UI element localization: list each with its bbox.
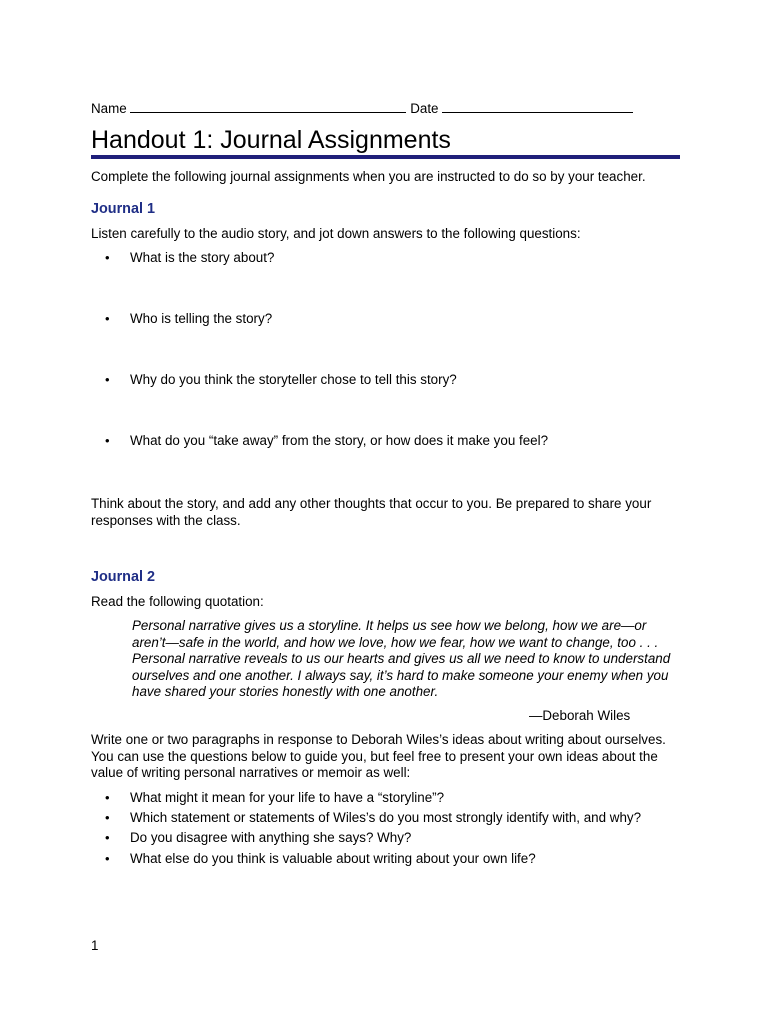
question-text: What is the story about?: [130, 250, 275, 265]
page-title: Handout 1: Journal Assignments: [91, 126, 451, 154]
bullet-icon: •: [105, 790, 110, 805]
question-text: What do you “take away” from the story, or how does it make you feel?: [130, 433, 549, 448]
journal-2-prompt: Write one or two paragraphs in response to Deborah Wiles’s ideas about writing about ourselves. You can use the questions below to guide you, but feel free to present your own ideas about the value of writing personal narratives or memoir as well:: [91, 732, 666, 780]
quotation-block: Personal narrative gives us a storyline. It helps us see how we belong, how we are—or aren’t—safe in the world, and how we love, how we fear, how we want to change, too . . . Personal narrative reveals to us our hearts and gives us all we need to know to understand ourselves and one another. I always say, it’s hard to make someone your enemy when you have shared your stories honestly with one another.: [132, 618, 671, 699]
bullet-icon: •: [105, 830, 110, 845]
journal-1-instructions: Listen carefully to the audio story, and jot down answers to the following questions:: [91, 226, 581, 241]
journal-1-heading: Journal 1: [91, 201, 155, 217]
page-number: 1: [91, 938, 99, 953]
title-underline-rule: [91, 155, 680, 159]
question-text: Who is telling the story?: [130, 311, 273, 326]
name-label: Name: [91, 101, 127, 116]
name-date-line: [91, 100, 633, 116]
name-blank: [130, 100, 406, 113]
journal-2-instructions: Read the following quotation:: [91, 594, 264, 609]
intro-text: Complete the following journal assignments when you are instructed to do so by your teacher.: [91, 169, 646, 184]
question-text: What else do you think is valuable about writing about your own life?: [130, 851, 536, 866]
question-text: Do you disagree with anything she says? Why?: [130, 830, 412, 845]
journal-1-closing: Think about the story, and add any other thoughts that occur to you. Be prepared to share your responses with the class.: [91, 496, 652, 528]
bullet-icon: •: [105, 250, 110, 265]
bullet-icon: •: [105, 311, 110, 326]
date-label: Date: [410, 101, 439, 116]
question-text: Which statement or statements of Wiles’s do you most strongly identify with, and why?: [130, 810, 642, 825]
quotation-attribution: —Deborah Wiles: [529, 708, 631, 723]
bullet-icon: •: [105, 810, 110, 825]
date-blank: [442, 100, 633, 113]
bullet-icon: •: [105, 433, 110, 448]
question-text: What might it mean for your life to have a “storyline”?: [130, 790, 445, 805]
bullet-icon: •: [105, 372, 110, 387]
question-text: Why do you think the storyteller chose to tell this story?: [130, 372, 457, 387]
bullet-icon: •: [105, 851, 110, 866]
journal-2-heading: Journal 2: [91, 569, 155, 585]
